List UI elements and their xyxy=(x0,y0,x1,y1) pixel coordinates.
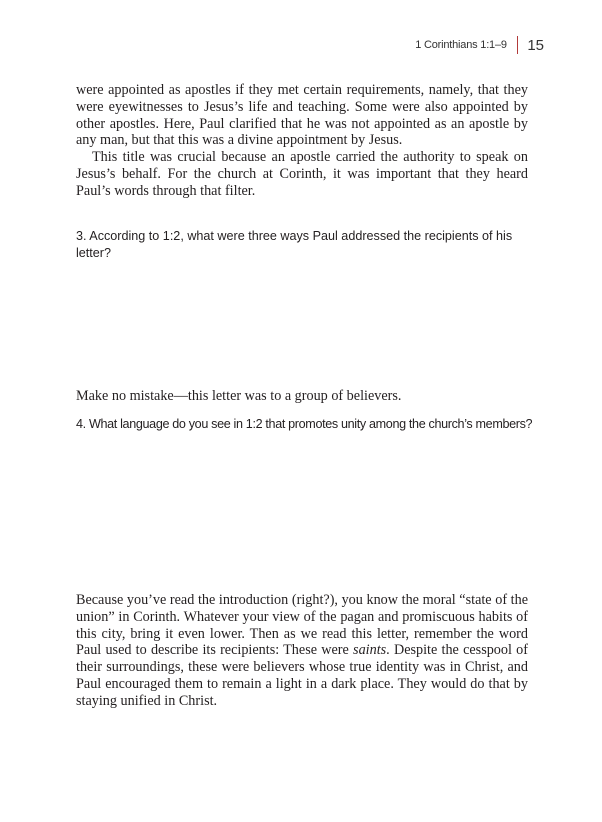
header-separator xyxy=(517,36,519,54)
interlude-text xyxy=(76,388,528,405)
interlude-paragraph: Make no mistake—this letter was to a group of believers. xyxy=(76,388,402,404)
running-head: 1 Corinthians 1:1–9 xyxy=(415,39,507,51)
paragraph-apostle-requirements: were appointed as apostles if they met certain requirements, namely, that they were eyewitnesses to Jesus’s life and teaching. Some were also appointed by other apostles. Here, Paul clarified that he was not appointed as an apostle by any man, but that this was a divine appointment by Jesus. xyxy=(76,82,528,149)
paragraph-state-of-union xyxy=(76,592,528,710)
paragraph-apostle-authority: This title was crucial because an apostle carried the authority to speak on Jesus’s behalf. For the church at Corinth, it was important that they heard Paul’s words through that filter. xyxy=(76,149,528,199)
question-3: 3. According to 1:2, what were three ways Paul addressed the recipients of his letter? xyxy=(76,229,513,260)
intro-section xyxy=(76,82,528,200)
text-before-italic: Because you’ve read the introduction (right?), you know the moral “state of the union” in Corinth. Whatever your view of the pagan and promiscuous habits of this city, bring it even lower. Then as we read this letter, remember the word Paul used to describe its recipients: These were xyxy=(76,592,528,659)
page-header xyxy=(415,36,544,54)
question-4: 4. What language do you see in 1:2 that promotes unity among the church’s members? xyxy=(76,417,533,431)
closing-section xyxy=(76,592,528,710)
text-after-italic: . Despite the cesspool of their surroundings, these were believers whose true identity was in Christ, and Paul encouraged them to remain a light in a dark place. They would do that by staying unified in Christ. xyxy=(76,642,528,709)
page-number: 15 xyxy=(527,36,544,54)
italic-saints: saints xyxy=(353,642,387,659)
